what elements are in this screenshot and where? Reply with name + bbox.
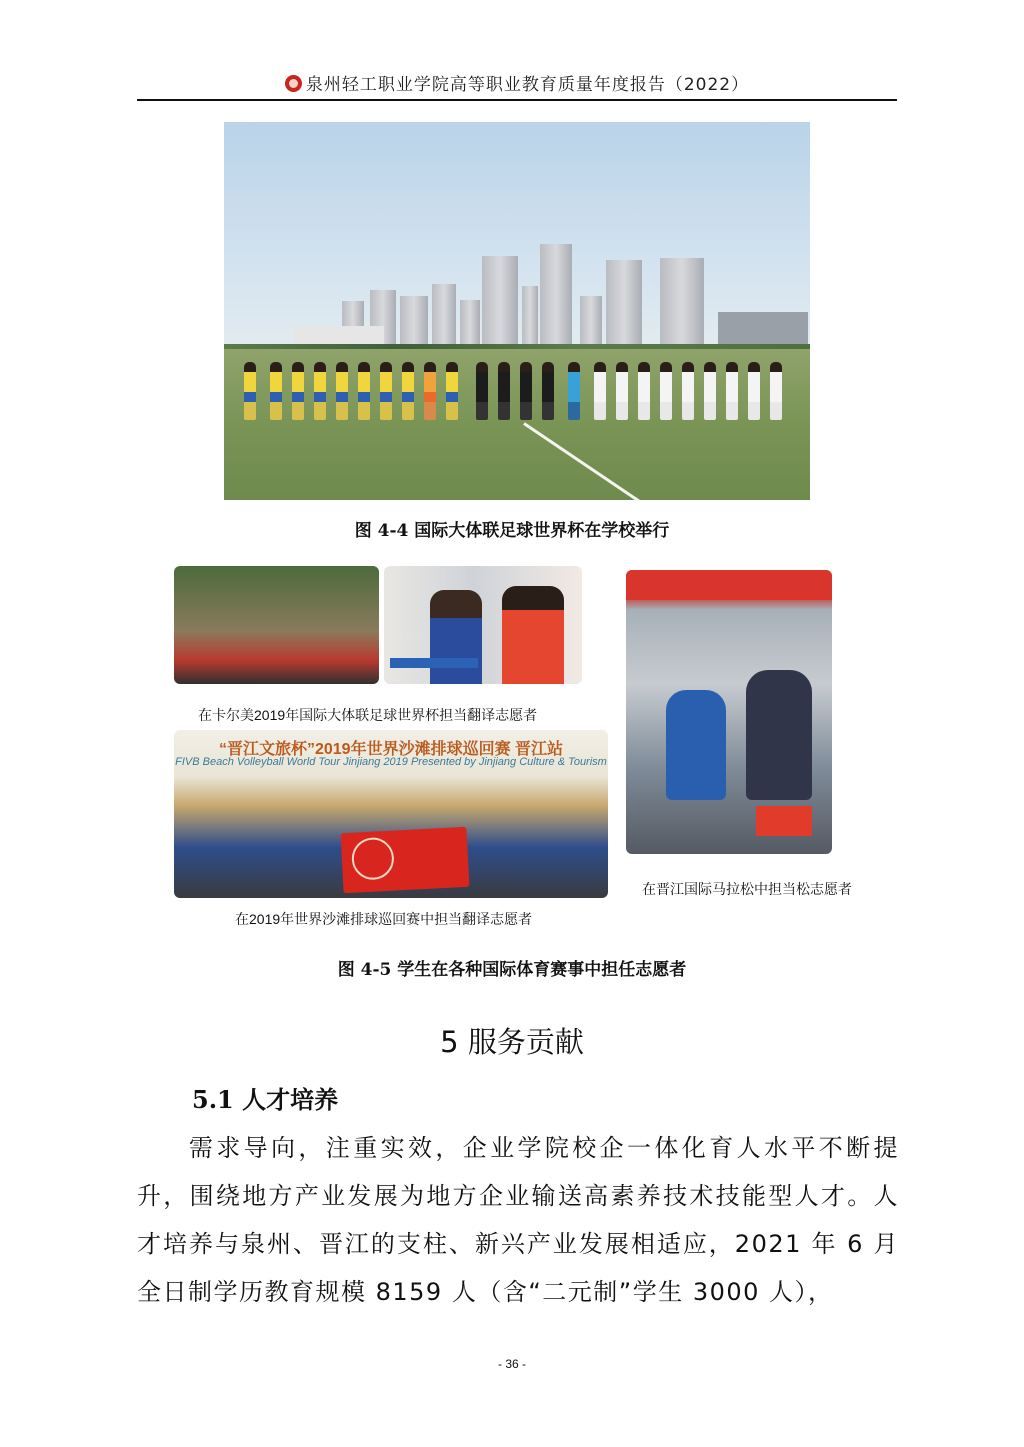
- translator-interview-photo: [384, 566, 582, 684]
- photo-tent: [626, 570, 832, 600]
- body-paragraph-text: 需求导向，注重实效，企业学院校企一体化育人水平不断提升，围绕地方产业发展为地方企业输送高素养技术技能型人才。人才培养与泉州、晋江的支柱、新兴产业发展相适应，2021 年 6 月全日制学历教育规模 8159 人（含“二元制”学生 3000 人），: [137, 1134, 899, 1306]
- event-banner-title: “晋江文旅杯”2019年世界沙滩排球巡回赛 晋江站: [218, 741, 564, 758]
- volunteer-group-photo: [174, 566, 379, 684]
- marathon-volunteer-photo: [626, 570, 832, 854]
- football-world-cup-photo: [224, 122, 810, 500]
- subcaption-beach-volleyball-translator: 在2019年世界沙滩排球巡回赛中担当翻译志愿者: [235, 911, 533, 927]
- figure-4-5-caption: 图 4-5 学生在各种国际体育赛事中担任志愿者: [337, 960, 687, 980]
- subcaption-football-translator: 在卡尔美2019年国际大体联足球世界杯担当翻译志愿者: [198, 707, 538, 723]
- page-header: [137, 70, 897, 100]
- subcaption-marathon-volunteer: 在晋江国际马拉松中担当松志愿者: [642, 881, 852, 897]
- photo-pitch: [224, 349, 810, 500]
- college-flag: [341, 827, 470, 894]
- event-banner-subtitle: FIVB Beach Volleyball World Tour Jinjiang 2019 Presented by Jinjiang Culture & Tourism: [175, 756, 607, 768]
- college-seal-icon: [351, 837, 395, 881]
- header-divider: [137, 99, 897, 101]
- page-number: - 36 -: [497, 1357, 526, 1371]
- section-title: 5 服务贡献: [440, 1025, 584, 1059]
- figure-4-4-caption: 图 4-4 国际大体联足球世界杯在学校举行: [354, 521, 670, 541]
- college-logo-icon: [285, 75, 302, 92]
- body-paragraph: [137, 1124, 899, 1316]
- subsection-title: 5.1 人才培养: [192, 1085, 339, 1114]
- beach-volleyball-group-photo: [174, 730, 608, 898]
- header-title: 泉州轻工职业学院高等职业教育质量年度报告（2022）: [305, 75, 750, 95]
